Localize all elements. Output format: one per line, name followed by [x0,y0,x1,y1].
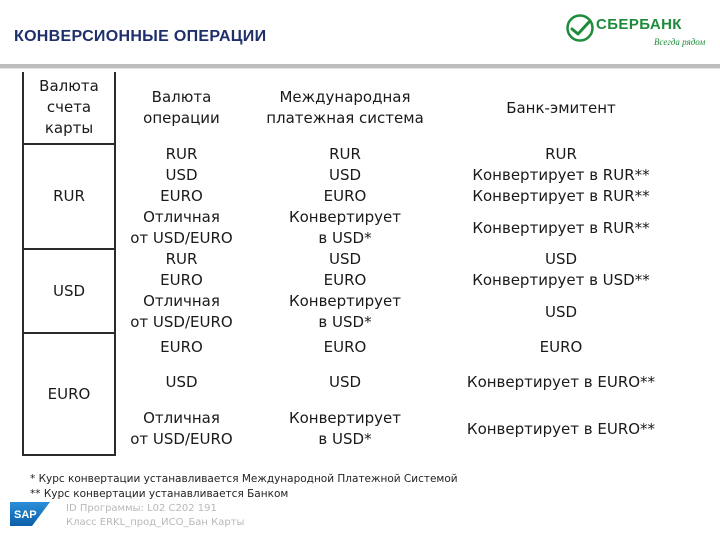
op-currency-cell: EURO [160,271,203,289]
table-header-row [23,72,679,144]
issuer-cell: Конвертирует в EURO** [466,372,656,391]
issuer-cell: Конвертирует в RUR** [472,218,650,237]
sap-logo [10,502,50,526]
logo-tagline: Всегда рядом [654,37,706,47]
card-currency-usd: USD [23,249,115,333]
sberbank-logo [566,14,716,54]
logo-name: СБЕРБАНК [596,16,682,33]
op-currency-cell: Отличная от USD/EURO [130,409,233,448]
issuer-cell: RUR [545,145,577,163]
header-payment-system: Международная платежная система [266,88,424,127]
payment-system-cell: EURO [323,337,367,356]
table-row [23,144,679,165]
payment-system-cell: EURO [323,271,367,289]
op-currency-cell: USD [165,166,198,184]
payment-system-cell: Конвертирует в USD* [288,292,402,331]
header-divider-shadow [0,68,720,69]
issuer-cell: Конвертирует в RUR** [472,166,650,184]
sap-logo-icon [10,502,50,526]
payment-system-cell: EURO [323,187,367,205]
payment-system-cell: USD [328,166,362,184]
card-currency-euro: EURO [23,333,115,455]
system-info-class: Класс ERKL_прод_ИСО_Бан Карты [66,517,245,528]
issuer-cell: Конвертирует в EURO** [466,419,656,438]
sberbank-leaf-icon [566,14,594,42]
header-card-currency: Валюта счета карты [23,72,115,144]
op-currency-cell: USD [165,372,198,391]
table-row [23,291,679,333]
sap-logo-text: SAP [14,509,37,521]
footnotes [30,472,458,502]
table-row [23,186,679,207]
footnote-bank: ** Курс конвертации устанавливается Банком [30,488,289,500]
issuer-cell: USD [544,250,578,268]
table-row [23,207,679,249]
system-info [66,502,244,530]
table-row [23,403,679,455]
issuer-cell: Конвертирует в USD** [472,271,650,289]
header-issuer: Банк-эмитент [506,98,616,117]
payment-system-cell: USD [328,372,362,391]
table-row [23,270,679,291]
system-info-program: ID Программы: L02 C202 191 [66,503,217,514]
issuer-cell: Конвертирует в RUR** [472,187,650,205]
table-row [23,249,679,270]
op-currency-cell: Отличная от USD/EURO [130,208,233,247]
op-currency-cell: Отличная от USD/EURO [130,292,233,331]
issuer-cell: USD [544,302,578,321]
header-op-currency: Валюта операции [143,88,220,127]
payment-system-cell: Конвертирует в USD* [288,208,402,247]
page-title: КОНВЕРСИОННЫЕ ОПЕРАЦИИ [14,28,267,45]
payment-system-cell: Конвертирует в USD* [288,409,402,448]
payment-system-cell: USD [328,250,362,268]
footnote-ips: * Курс конвертации устанавливается Международной Платежной Системой [30,473,458,485]
conversion-table [22,72,679,456]
op-currency-cell: EURO [160,187,203,205]
card-currency-rur: RUR [23,144,115,249]
table-row [23,361,679,403]
issuer-cell: EURO [539,337,583,356]
table-row [23,333,679,361]
op-currency-cell: EURO [160,337,203,356]
op-currency-cell: RUR [165,145,198,163]
payment-system-cell: RUR [329,145,361,163]
op-currency-cell: RUR [165,250,198,268]
table-row [23,165,679,186]
